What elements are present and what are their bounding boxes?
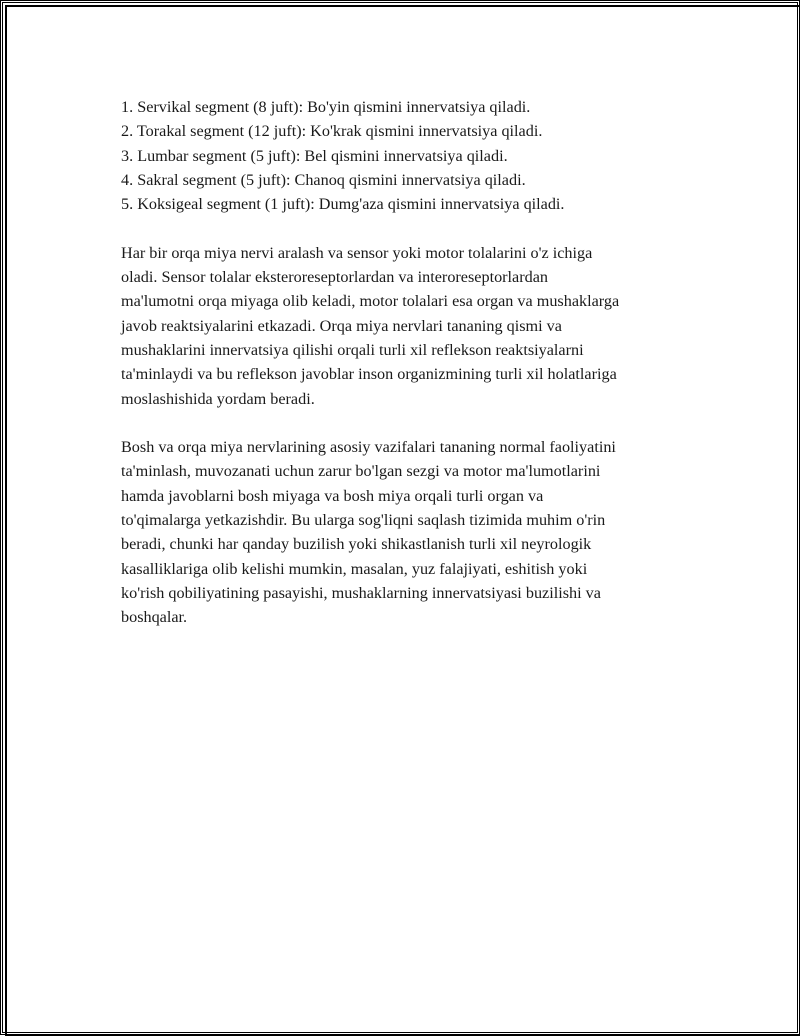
- paragraph-line: Bosh va orqa miya nervlarining asosiy vazifalari tananing normal faoliyatini: [121, 438, 616, 457]
- list-item: 3. Lumbar segment (5 juft): Bel qismini innervatsiya qiladi.: [121, 146, 508, 165]
- paragraph-line: Har bir orqa miya nervi aralash va sensor yoki motor tolalarini o'z ichiga: [121, 243, 593, 262]
- paragraph-line: beradi, chunki har qanday buzilish yoki shikastlanish turli xil neyrologik: [121, 535, 592, 554]
- paragraph-line: mushaklarini innervatsiya qilishi orqali turli xil reflekson reaktsiyalarni: [121, 340, 584, 359]
- paragraph-nerve-functions: [121, 435, 681, 629]
- paragraph-spinal-nerves: [121, 241, 681, 411]
- paragraph-line: ta'minlaydi va bu reflekson javoblar inson organizmining turli xil holatlariga: [121, 365, 617, 384]
- paragraph-line: to'qimalarga yetkazishdir. Bu ularga sog'liqni saqlash tizimida muhim o'rin: [121, 511, 606, 530]
- paragraph-line: kasalliklariga olib kelishi mumkin, masalan, yuz falajiyati, eshitish yoki: [121, 559, 588, 578]
- paragraph-line: ta'minlash, muvozanati uchun zarur bo'lgan sezgi va motor ma'lumotlarini: [121, 462, 601, 481]
- paragraph-line: boshqalar.: [121, 608, 188, 627]
- list-item: 5. Koksigeal segment (1 juft): Dumg'aza qismini innervatsiya qiladi.: [121, 195, 565, 214]
- paragraph-line: moslashishida yordam beradi.: [121, 389, 315, 408]
- paragraph-line: javob reaktsiyalarini etkazadi. Orqa miya nervlari tananing qismi va: [121, 316, 562, 335]
- paragraph-line: ma'lumotni orqa miyaga olib keladi, motor tolalari esa organ va mushaklarga: [121, 292, 620, 311]
- paragraph-line: oladi. Sensor tolalar eksteroreseptorlardan va interoreseptorlardan: [121, 268, 549, 287]
- paragraph-line: ko'rish qobiliyatining pasayishi, mushaklarning innervatsiyasi buzilishi va: [121, 583, 601, 602]
- paragraph-line: hamda javoblarni bosh miyaga va bosh miya orqali turli organ va: [121, 486, 544, 505]
- list-item: 1. Servikal segment (8 juft): Bo'yin qismini innervatsiya qiladi.: [121, 98, 531, 116]
- list-item: 2. Torakal segment (12 juft): Ko'krak qismini innervatsiya qiladi.: [121, 122, 543, 141]
- document-body: [121, 95, 681, 630]
- segment-list: [121, 95, 681, 216]
- list-item: 4. Sakral segment (5 juft): Chanoq qismini innervatsiya qiladi.: [121, 170, 526, 189]
